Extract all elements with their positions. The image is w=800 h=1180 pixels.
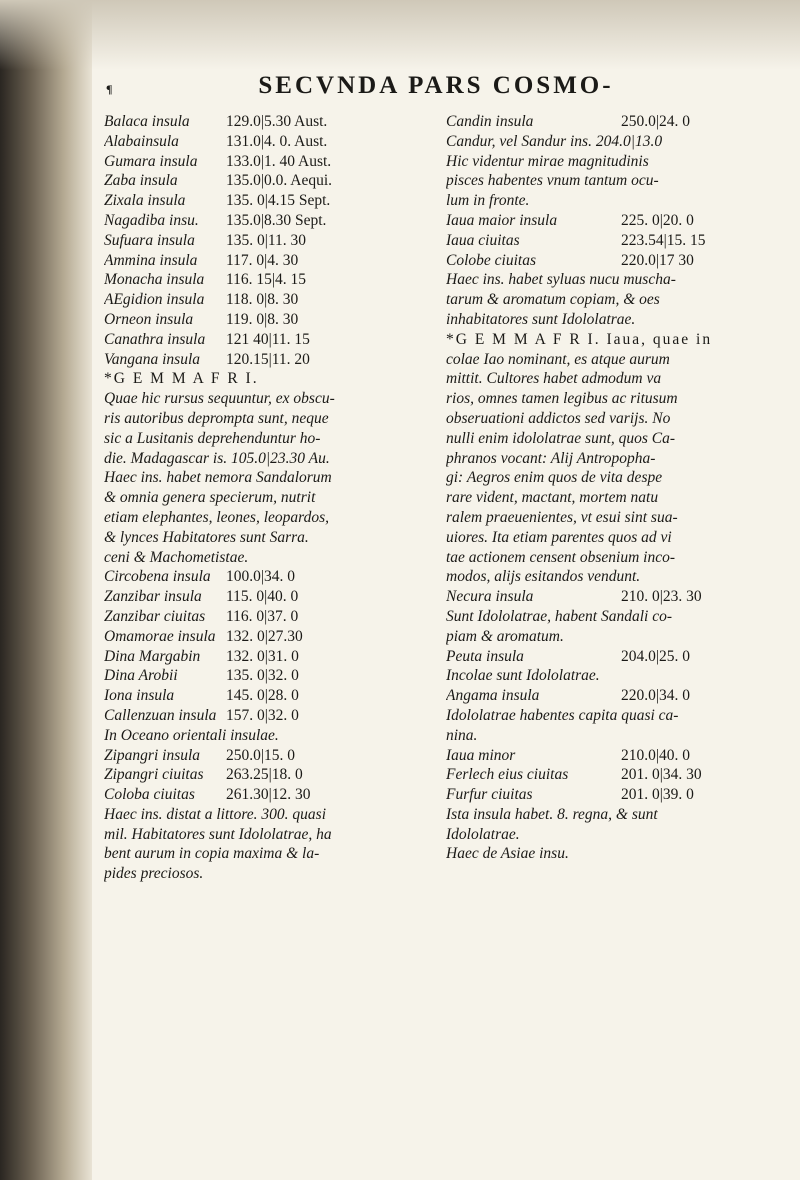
place-coordinates: 135. 0|32. 0 (226, 667, 299, 685)
place-coordinates: 225. 0|20. 0 (621, 211, 694, 229)
prose-line: Hic videntur mirae magnitudinis (446, 152, 649, 170)
prose-line: pisces habentes vnum tantum ocu- (446, 172, 659, 190)
prose-line: pides preciosos. (104, 865, 204, 883)
gazetteer-entry (446, 211, 771, 231)
place-name: Dina Arobii (104, 667, 178, 685)
page-top-shadow (0, 0, 800, 70)
prose-line: tae actionem censent obsenium inco- (446, 548, 675, 566)
place-coordinates: 135. 0|4.15 Sept. (226, 192, 331, 210)
place-coordinates: 132. 0|27.30 (226, 627, 303, 645)
gazetteer-entry (446, 587, 771, 607)
place-coordinates: 220.0|17 30 (621, 251, 694, 269)
prose-line: ralem praeuenientes, vt esui sint sua- (446, 508, 678, 526)
place-coordinates: 135.0|8.30 Sept. (226, 211, 327, 229)
prose-line: Idololatrae habentes capita quasi ca- (446, 706, 679, 724)
place-coordinates: 261.30|12. 30 (226, 786, 311, 804)
place-name: Ammina insula (104, 251, 198, 269)
gazetteer-entry (446, 231, 771, 251)
prose-line: Idololatrae. (446, 825, 520, 843)
gazetteer-entry (104, 686, 442, 706)
prose-line: Incolae sunt Idololatrae. (446, 667, 600, 685)
place-name: Orneon insula (104, 310, 194, 328)
place-coordinates: 250.0|24. 0 (621, 113, 690, 130)
place-coordinates: 119. 0|8. 30 (226, 310, 299, 328)
prose-line: colae Iao nominant, es atque aurum (446, 350, 670, 368)
place-coordinates: 220.0|34. 0 (621, 687, 690, 705)
prose-line: Haec ins. habet nemora Sandalorum (104, 469, 332, 487)
gazetteer-entry (104, 647, 442, 667)
place-coordinates: 118. 0|8. 30 (226, 291, 299, 309)
prose-line: Haec ins. habet syluas nucu muscha- (446, 271, 676, 289)
place-name: Circobena insula (104, 568, 211, 586)
gazetteer-entry (446, 112, 771, 132)
gazetteer-entry (104, 290, 442, 310)
prose-line: rios, omnes tamen legibus ac ritusum (446, 390, 678, 408)
place-name: Gumara insula (104, 152, 198, 170)
place-coordinates: 250.0|15. 0 (226, 746, 295, 764)
place-coordinates: 135.0|0.0. Aequi. (226, 172, 333, 190)
place-coordinates: 210. 0|23. 30 (621, 588, 702, 606)
prose-line: Candur, vel Sandur ins. 204.0|13.0 (446, 132, 663, 150)
place-name: Sufuara insula (104, 231, 195, 249)
place-coordinates: 117. 0|4. 30 (226, 251, 299, 269)
prose-line: ris autoribus deprompta sunt, neque (104, 409, 329, 427)
place-name: Omamorae insula (104, 627, 216, 645)
place-name: Zipangri ciuitas (104, 766, 204, 784)
prose-line: Haec de Asiae insu. (446, 845, 569, 863)
gazetteer-entry (104, 191, 442, 211)
place-coordinates: 120.15|11. 20 (226, 350, 310, 368)
gazetteer-entry (104, 666, 442, 686)
place-name: Furfur ciuitas (446, 786, 533, 804)
gazetteer-entry (104, 171, 442, 191)
place-name: Iaua maior insula (446, 211, 558, 229)
place-name: Canathra insula (104, 330, 206, 348)
section-heading: *G E M M A F R I. Iaua, quae in (446, 330, 713, 348)
prose-line: mittit. Cultores habet admodum va (446, 370, 662, 388)
place-name: Dina Margabin (104, 647, 201, 665)
book-page (96, 72, 776, 1162)
place-name: Vangana insula (104, 350, 201, 368)
gazetteer-entry (104, 211, 442, 231)
place-coordinates: 116. 15|4. 15 (226, 271, 307, 289)
place-name: Ferlech eius ciuitas (446, 766, 569, 784)
place-name: Angama insula (446, 687, 540, 705)
place-coordinates: 204.0|25. 0 (621, 647, 690, 665)
place-name: Iaua ciuitas (446, 231, 520, 249)
place-coordinates: 223.54|15. 15 (621, 231, 706, 249)
prose-line: nulli enim idololatrae sunt, quos Ca- (446, 429, 676, 447)
gazetteer-entry (446, 765, 771, 785)
prose-line: lum in fronte. (446, 192, 530, 210)
running-header (96, 72, 776, 106)
prose-line: sic a Lusitanis deprehenduntur ho- (104, 429, 321, 447)
place-name: Monacha insula (104, 271, 205, 289)
place-coordinates: 115. 0|40. 0 (226, 588, 299, 606)
prose-line: Haec ins. distat a littore. 300. quasi (104, 805, 327, 823)
left-column (104, 112, 442, 884)
running-title: SECVNDA PARS COSMO- (258, 72, 614, 99)
place-coordinates: 129.0|5.30 Aust. (226, 113, 328, 130)
prose-line: inhabitatores sunt Idololatrae. (446, 310, 636, 328)
prose-line: nina. (446, 726, 478, 744)
prose-line: die. Madagascar is. 105.0|23.30 Au. (104, 449, 330, 467)
place-name: Zanzibar ciuitas (104, 607, 206, 625)
gazetteer-entry (446, 686, 771, 706)
section-heading: *G E M M A F R I. (104, 370, 259, 388)
place-coordinates: 210.0|40. 0 (621, 746, 690, 764)
book-binding-shadow (0, 0, 92, 1180)
place-name: Callenzuan insula (104, 706, 217, 724)
gazetteer-entry (104, 607, 442, 627)
place-name: Candin insula (446, 113, 534, 130)
gazetteer-entry (104, 270, 442, 290)
place-coordinates: 132. 0|31. 0 (226, 647, 299, 665)
gazetteer-entry (104, 350, 442, 370)
gazetteer-entry (104, 567, 442, 587)
prose-line: tarum & aromatum copiam, & oes (446, 291, 660, 309)
gazetteer-entry (104, 132, 442, 152)
prose-line: Ista insula habet. 8. regna, & sunt (446, 805, 658, 823)
place-name: Balaca insula (104, 113, 190, 130)
place-coordinates: 201. 0|39. 0 (621, 786, 694, 804)
prose-line: Sunt Idololatrae, habent Sandali co- (446, 607, 673, 625)
prose-line: etiam elephantes, leones, leopardos, (104, 508, 329, 526)
gazetteer-entry (104, 231, 442, 251)
prose-line: Quae hic rursus sequuntur, ex obscu- (104, 390, 335, 408)
gazetteer-entry (104, 251, 442, 271)
prose-line: gi: Aegros enim quos de vita despe (446, 469, 663, 487)
place-coordinates: 121 40|11. 15 (226, 330, 310, 348)
gazetteer-entry (104, 152, 442, 172)
gazetteer-entry (104, 112, 442, 132)
gazetteer-entry (104, 785, 442, 805)
place-name: Peuta insula (446, 647, 524, 665)
gazetteer-entry (104, 627, 442, 647)
prose-line: & lynces Habitatores sunt Sarra. (104, 528, 309, 546)
place-name: Coloba ciuitas (104, 786, 195, 804)
place-coordinates: 133.0|1. 40 Aust. (226, 152, 332, 170)
gazetteer-entry (104, 746, 442, 766)
prose-line: modos, alijs esitandos vendunt. (446, 568, 641, 586)
prose-line: rare vident, mactant, mortem natu (446, 489, 659, 507)
place-coordinates: 201. 0|34. 30 (621, 766, 702, 784)
place-name: Zaba insula (104, 172, 178, 190)
place-name: AEgidion insula (104, 291, 205, 309)
gazetteer-entry (446, 647, 771, 667)
gazetteer-entry (104, 587, 442, 607)
place-name: Necura insula (446, 588, 534, 606)
prose-line: bent aurum in copia maxima & la- (104, 845, 320, 863)
gazetteer-entry (104, 330, 442, 350)
place-coordinates: 131.0|4. 0. Aust. (226, 132, 328, 150)
prose-line: In Oceano orientali insulae. (104, 726, 279, 744)
place-name: Zanzibar insula (104, 588, 202, 606)
place-coordinates: 157. 0|32. 0 (226, 706, 299, 724)
place-name: Iaua minor (446, 746, 516, 764)
place-name: Colobe ciuitas (446, 251, 536, 269)
prose-line: phranos vocant: Alij Antropopha- (446, 449, 656, 467)
page-mark: ¶ (106, 82, 113, 96)
prose-line: uiores. Ita etiam parentes quos ad vi (446, 528, 672, 546)
place-name: Alabainsula (104, 132, 179, 150)
gazetteer-entry (104, 310, 442, 330)
prose-line: piam & aromatum. (446, 627, 564, 645)
prose-line: obseruationi addictos sed varijs. No (446, 409, 671, 427)
gazetteer-entry (104, 765, 442, 785)
place-coordinates: 263.25|18. 0 (226, 766, 303, 784)
place-name: Nagadiba insu. (104, 211, 199, 229)
place-name: Zixala insula (104, 192, 186, 210)
place-coordinates: 145. 0|28. 0 (226, 687, 299, 705)
gazetteer-entry (104, 706, 442, 726)
place-coordinates: 135. 0|11. 30 (226, 231, 307, 249)
prose-line: mil. Habitatores sunt Idololatrae, ha (104, 825, 332, 843)
gazetteer-entry (446, 251, 771, 271)
place-coordinates: 116. 0|37. 0 (226, 607, 299, 625)
place-coordinates: 100.0|34. 0 (226, 568, 295, 586)
place-name: Iona insula (104, 687, 175, 705)
gazetteer-entry (446, 746, 771, 766)
place-name: Zipangri insula (104, 746, 201, 764)
gazetteer-entry (446, 785, 771, 805)
right-column (446, 112, 771, 864)
prose-line: & omnia genera specierum, nutrit (104, 489, 316, 507)
prose-line: ceni & Machometistae. (104, 548, 249, 566)
